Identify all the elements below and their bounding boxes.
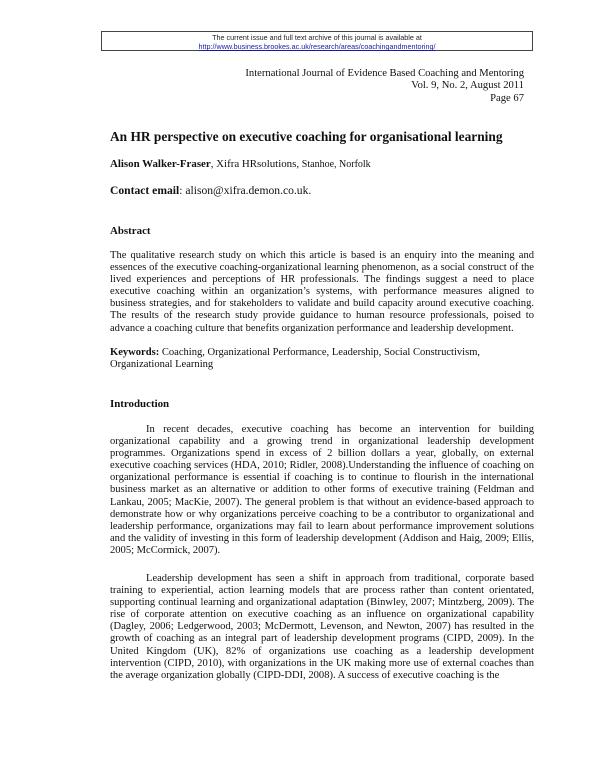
author-name: Alison Walker-Fraser: [110, 158, 211, 170]
article-title: An HR perspective on executive coaching for organisational learning: [110, 129, 503, 144]
keywords-label: Keywords:: [110, 347, 160, 358]
introduction-paragraph-1: In recent decades, executive coaching has become an intervention for building organizational capability and a growing trend in organizational leadership development programmes. Organizations spend in excess of 2 billion dollars a year, globally, on external executive coaching services (HDA, 2010; Ridler, 2008).Understanding the influence of coaching on organizational performance is essential if coaching is to continue to flourish in the international business market as an alternative or addition to other forms of executive training (Feldman and Lankau, 2005; MacKie, 2007). The general problem is that without an evidence-based approach to demonstrate how or why organizations perceive coaching to be a contributor to organizational and leadership performance, organizations may fail to learn about performance improvement solutions and the validity of investing in this form of leadership development (Addison and Haig, 2009; Ellis, 2005; McCormick, 2007).: [110, 424, 534, 556]
journal-volume: Vol. 9, No. 2, August 2011: [411, 80, 524, 92]
abstract-heading: Abstract: [110, 225, 151, 237]
archive-notice-text: The current issue and full text archive of this journal is available at: [212, 32, 422, 42]
keywords-text: Coaching, Organizational Performance, Leadership, Social Constructivism, Organizational Learning: [110, 347, 481, 371]
archive-notice-box: [101, 31, 533, 51]
author-line: [110, 158, 371, 170]
contact-line: [110, 184, 311, 197]
page-number: Page 67: [490, 92, 524, 104]
journal-name: International Journal of Evidence Based Coaching and Mentoring: [245, 68, 524, 79]
contact-label: Contact email: [110, 184, 180, 197]
keywords-block: [110, 347, 534, 371]
author-location: Stanhoe, Norfolk: [301, 159, 371, 170]
contact-email[interactable]: : alison@xifra.demon.co.uk.: [179, 184, 312, 197]
author-affiliation: , Xifra HRsolutions,: [210, 158, 302, 170]
journal-header: [245, 68, 524, 105]
abstract-text: The qualitative research study on which this article is based is an enquiry into the meaning and essences of the executive coaching-organizational learning phenomenon, as a social construct of the lived experiences and perceptions of HR professionals. The findings suggest a need to place executive coaching within an organization’s systems, with performance measures aligned to business strategies, and for stakeholders to validate and build capacity around executive coaching. The results of the research study provide guidance to human resource professionals, poised to advance a coaching culture that benefits organization performance and leadership development.: [110, 250, 534, 334]
introduction-paragraph-2: Leadership development has seen a shift in approach from traditional, corporate based training to experiential, action learning models that are process rather than content orientated, supporting continual learning and organizational adaptation (Binwley, 2007; Mintzberg, 2009). The rise of corporate attention on executive coaching as an influence on organizational capability (Dagley, 2006; Ledgerwood, 2003; McDermott, Levenson, and Newton, 2007) has resulted in the growth of coaching as an integral part of leadership development programs (CIPD, 2009). In the United Kingdom (UK), 82% of organizations use coaching as a leadership development intervention (CIPD, 2010), with organizations in the UK making more use of external coaches than the average organization globally (CIPD-DDI, 2008). A success of executive coaching is the: [110, 573, 534, 681]
archive-url-link[interactable]: http://www.business.brookes.ac.uk/research/areas/coachingandmentoring/: [198, 42, 436, 51]
introduction-heading: Introduction: [110, 398, 170, 410]
